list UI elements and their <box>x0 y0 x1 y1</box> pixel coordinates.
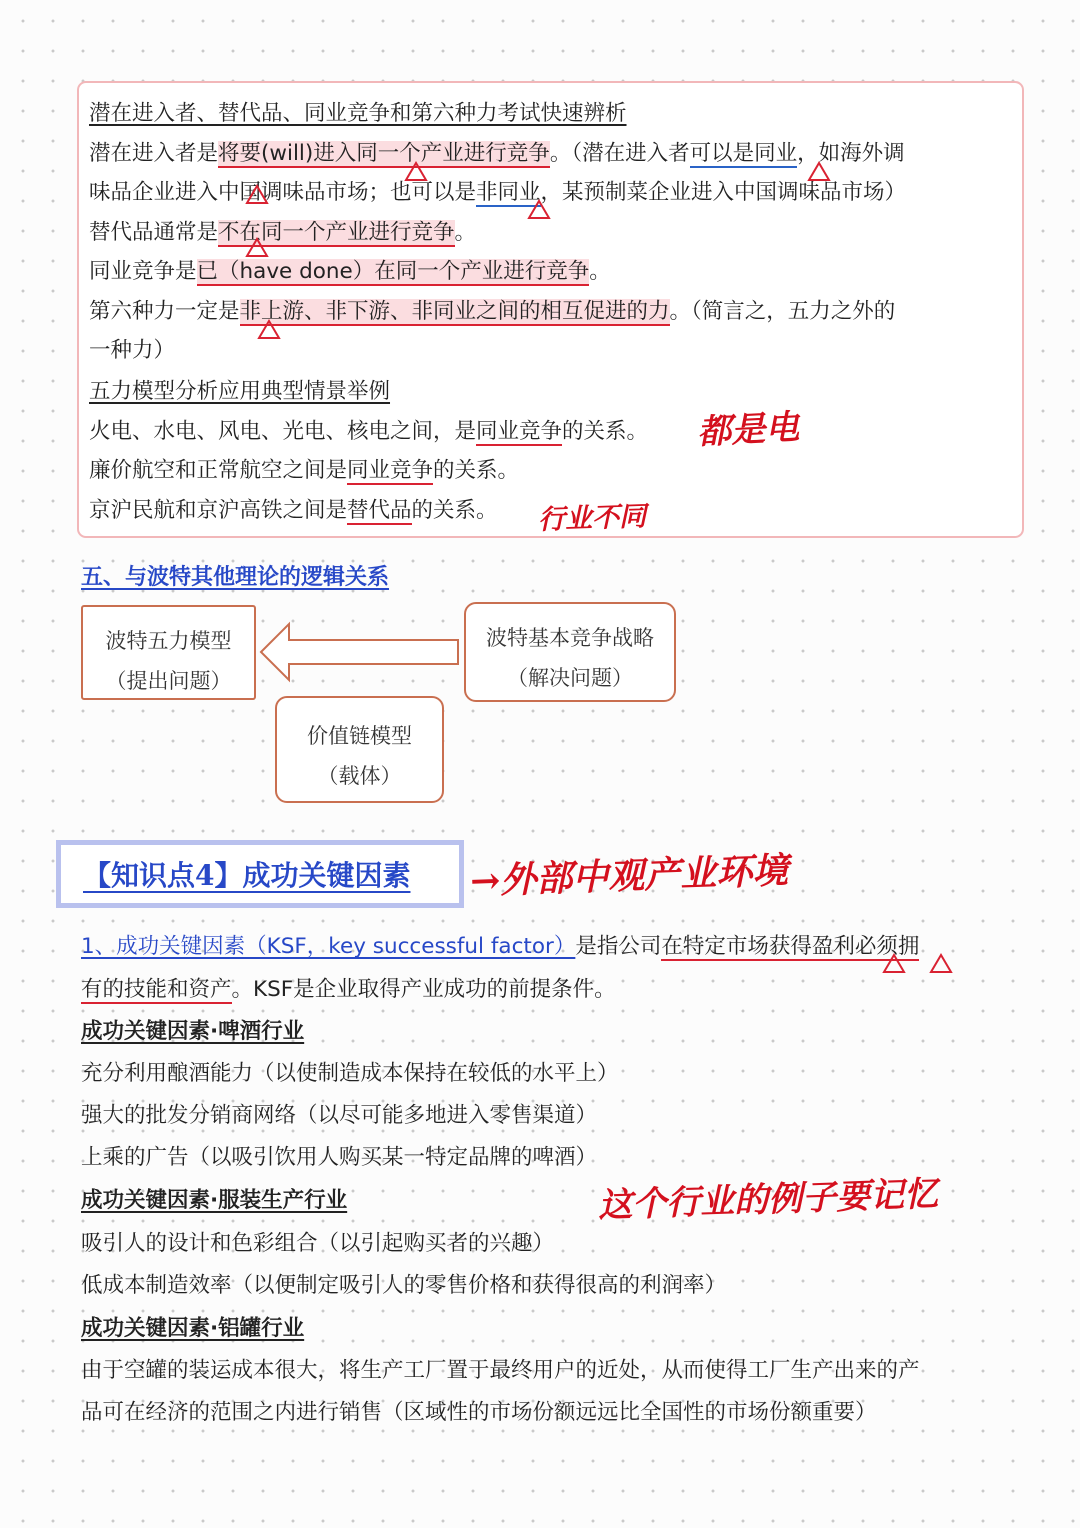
triangle-marks <box>247 163 951 972</box>
five-forces-node: 波特五力模型 （提出问题） <box>81 605 256 700</box>
triangle-icon <box>406 163 426 180</box>
triangle-icon <box>259 321 279 338</box>
non-peer: 非同业 <box>476 180 541 205</box>
entrant-definition: 将要(will)进入同一个产业进行竞争 <box>218 141 550 166</box>
entrant-line-2: 味品企业进入中国调味品市场；也可以是非同业，某预制菜企业进入中国调味品市场） <box>89 180 907 205</box>
entrant-line-1: 潜在进入者是将要(will)进入同一个产业进行竞争。（潜在进入者可以是同业，如海外调 <box>89 141 905 166</box>
ksf-definition: 在特定市场获得盈利必须拥 <box>661 934 920 959</box>
handwritten-different-industry: 行业不同 <box>537 501 647 536</box>
sixth-force-line: 第六种力一定是非上游、非下游、非同业之间的相互促进的力。（简言之，五力之外的 <box>89 299 896 324</box>
can-be-peer: 可以是同业 <box>689 141 798 166</box>
substitute-line: 替代品通常是不在同一个产业进行竞争。 <box>89 220 477 245</box>
triangle-icon <box>884 955 904 972</box>
aluminum-item-2: 品可在经济的范围之内进行销售（区域性的市场份额远远比全国性的市场份额重要） <box>81 1400 877 1425</box>
triangle-icon <box>247 186 267 203</box>
ksf-line-1: 1、成功关键因素（KSF，key successful factor）是指公司在特定市场获得盈利必须拥 <box>81 934 920 959</box>
triangle-icon <box>529 201 549 218</box>
ksf-line-2: 有的技能和资产。KSF是企业取得产业成功的前提条件。 <box>81 977 616 1002</box>
aluminum-item-1: 由于空罐的装运成本很大，将生产工厂置于最终用户的近处，从而使得工厂生产出来的产 <box>81 1358 920 1383</box>
ksf-term: 1、成功关键因素（KSF，key successful factor） <box>81 934 576 959</box>
triangle-icon <box>809 163 829 180</box>
example-aviation: 廉价航空和正常航空之间是同业竞争的关系。 <box>89 458 520 483</box>
substitute-definition: 不在同一个产业进行竞争 <box>218 220 455 245</box>
apparel-heading: 成功关键因素·服装生产行业 <box>81 1188 348 1213</box>
beer-item-3: 上乘的广告（以吸引饮用人购买某一特定品牌的啤酒） <box>81 1145 598 1170</box>
apparel-item-2: 低成本制造效率（以便制定吸引人的零售价格和获得很高的利润率） <box>81 1273 727 1298</box>
example-subtitle: 五力模型分析应用典型情景举例 <box>89 379 391 404</box>
example-electricity: 火电、水电、风电、光电、核电之间，是同业竞争的关系。 <box>89 419 649 444</box>
sixth-force-line-2: 一种力） <box>89 338 176 363</box>
triangle-icon <box>247 239 267 256</box>
beer-heading: 成功关键因素·啤酒行业 <box>81 1019 305 1044</box>
section-5-heading: 五、与波特其他理论的逻辑关系 <box>81 565 390 590</box>
competition-line: 同业竞争是已（have done）在同一个产业进行竞争。 <box>89 259 611 284</box>
example-rail: 京沪民航和京沪高铁之间是替代品的关系。 <box>89 498 498 523</box>
triangle-icon <box>931 955 951 972</box>
handwritten-external-environment: →外部中观产业环境 <box>469 849 789 903</box>
aluminum-heading: 成功关键因素·铝罐行业 <box>81 1316 305 1341</box>
handwritten-remember-examples: 这个行业的例子要记忆 <box>597 1174 939 1226</box>
value-chain-node: 价值链模型 （载体） <box>275 696 444 803</box>
knowledge-point-title: 【知识点4】成功关键因素 <box>83 859 411 892</box>
beer-item-1: 充分利用酿酒能力（以使制造成本保持在较低的水平上） <box>81 1061 619 1086</box>
generic-strategy-node: 波特基本竞争战略 （解决问题） <box>464 602 676 702</box>
competition-definition: 已（have done）在同一个产业进行竞争 <box>196 259 590 284</box>
apparel-item-1: 吸引人的设计和色彩组合（以引起购买者的兴趣） <box>81 1231 555 1256</box>
beer-item-2: 强大的批发分销商网络（以尽可能多地进入零售渠道） <box>81 1103 598 1128</box>
handwritten-all-electric: 都是电 <box>696 407 801 453</box>
sixth-force-definition: 非上游、非下游、非同业之间的相互促进的力 <box>239 299 670 324</box>
left-arrow-icon <box>261 624 458 680</box>
box-title: 潜在进入者、替代品、同业竞争和第六种力考试快速辨析 <box>89 101 627 126</box>
